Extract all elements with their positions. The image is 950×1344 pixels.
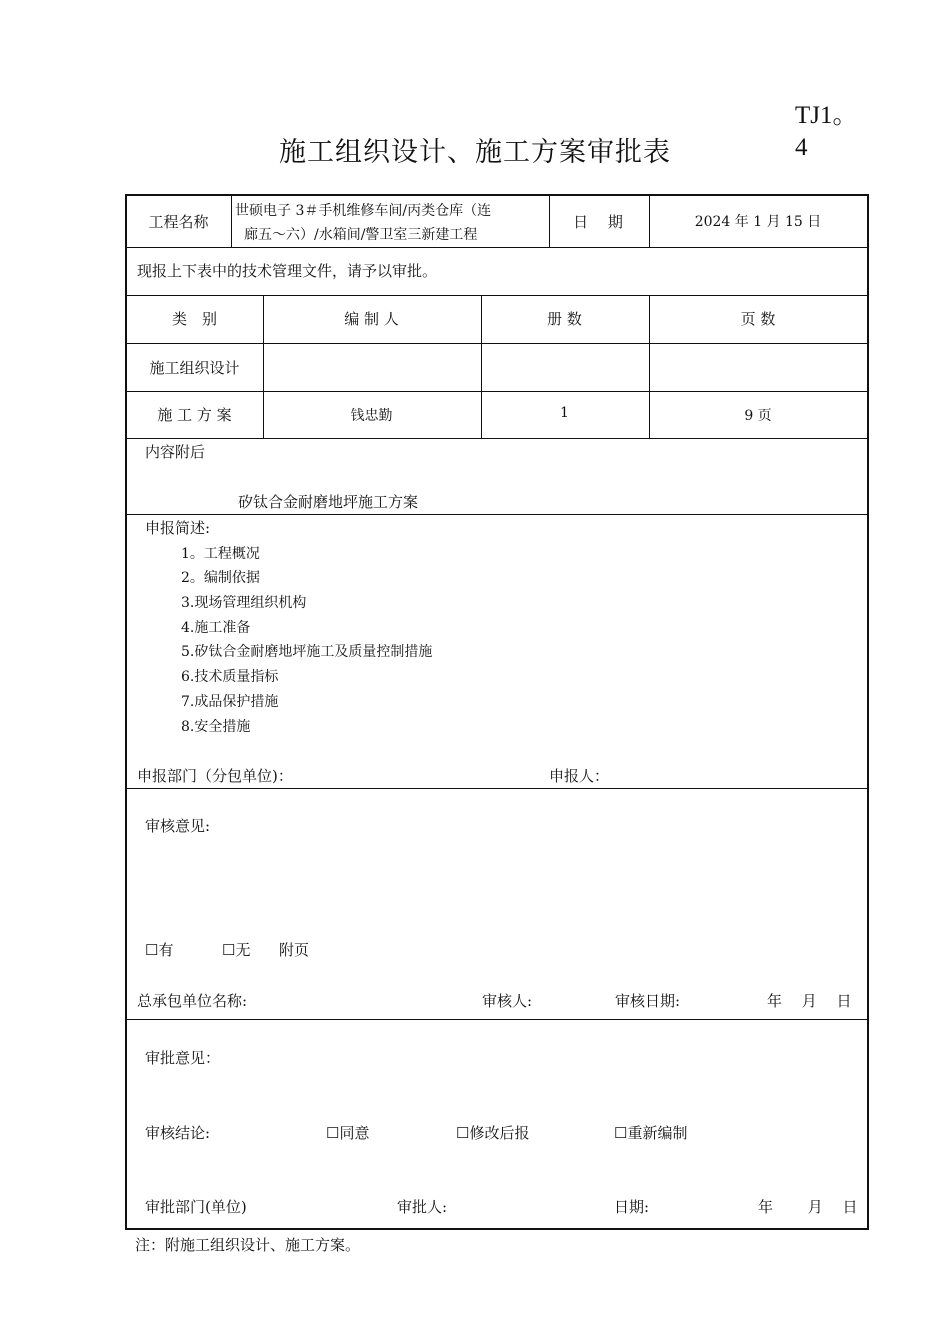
col-header-volumes: 册 数 xyxy=(547,310,582,328)
statement-item: 4.施工准备 xyxy=(181,620,251,636)
row-divider xyxy=(127,514,869,515)
row-divider xyxy=(127,788,869,789)
col-divider xyxy=(231,196,232,247)
statement-item: 5.矽钛合金耐磨地坪施工及质量控制措施 xyxy=(181,644,433,660)
approval-form-table xyxy=(125,194,869,1230)
statement-item: 3.现场管理组织机构 xyxy=(181,595,307,611)
row-category: 施工组织设计 xyxy=(149,359,240,377)
conclusion-label: 审核结论: xyxy=(145,1124,211,1142)
row-author: 钱忠勤 xyxy=(350,408,393,424)
agree-checkbox[interactable]: ☐同意 xyxy=(326,1124,370,1142)
has-attachment-checkbox[interactable]: ☐有 xyxy=(145,941,174,959)
revise-resubmit-checkbox[interactable]: ☐修改后报 xyxy=(456,1124,530,1142)
approval-opinion-label: 审批意见： xyxy=(145,1049,221,1067)
form-code-line2: 4 xyxy=(795,134,808,161)
row-divider xyxy=(127,1019,869,1020)
no-attachment-checkbox[interactable]: ☐无 xyxy=(222,941,251,959)
approval-date-ymd: 年 月 日 xyxy=(758,1198,858,1216)
row-divider xyxy=(127,438,869,439)
approving-dept-label: 审批部门(单位) xyxy=(145,1198,247,1216)
footnote: 注：附施工组织设计、施工方案。 xyxy=(135,1236,361,1254)
project-name-line2: 廊五～六）/水箱间/警卫室三新建工程 xyxy=(244,227,478,243)
statement-item: 7.成品保护措施 xyxy=(181,694,279,710)
project-name-label: 工程名称 xyxy=(148,213,209,231)
request-text: 现报上下表中的技术管理文件，请予以审批。 xyxy=(137,262,438,280)
page-title: 施工组织设计、施工方案审批表 xyxy=(279,137,671,168)
col-header-pages: 页 数 xyxy=(740,310,776,328)
statement-label: 申报简述: xyxy=(145,519,211,537)
statement-item: 8.安全措施 xyxy=(181,719,251,735)
row-divider xyxy=(127,343,869,344)
date-value: 2024 年 1 月 15 日 xyxy=(694,214,822,230)
recompile-checkbox[interactable]: ☐重新编制 xyxy=(614,1124,688,1142)
row-pages: 9 页 xyxy=(744,408,772,424)
approver-label: 审批人: xyxy=(397,1198,448,1216)
approval-date-label: 日期: xyxy=(614,1198,650,1216)
col-header-category: 类 别 xyxy=(171,310,217,328)
statement-item: 1。工程概况 xyxy=(181,546,260,562)
row-volumes: 1 xyxy=(560,405,569,421)
statement-item: 2。编制依据 xyxy=(181,570,260,586)
row-divider xyxy=(127,295,869,296)
form-code xyxy=(795,100,858,164)
attachment-label: 附页 xyxy=(279,941,310,959)
reviewer-label: 审核人: xyxy=(482,992,533,1010)
statement-item: 6.技术质量指标 xyxy=(181,669,279,685)
col-header-author: 编 制 人 xyxy=(344,310,399,328)
general-contractor-label: 总承包单位名称: xyxy=(137,992,248,1010)
review-date-label: 审核日期: xyxy=(615,992,681,1010)
review-opinion-label: 审核意见: xyxy=(145,817,211,835)
content-label: 内容附后 xyxy=(145,443,206,461)
row-divider xyxy=(127,247,869,248)
applying-dept-label: 申报部门（分包单位)： xyxy=(137,767,293,785)
row-category: 施 工 方 案 xyxy=(157,406,232,424)
project-name-line1: 世硕电子 3＃手机维修车间/丙类仓库（连 xyxy=(235,203,492,219)
applicant-label: 申报人： xyxy=(549,767,610,785)
form-code-line1: TJ1。 xyxy=(795,102,858,129)
date-label: 日 期 xyxy=(573,213,623,231)
row-divider xyxy=(127,391,869,392)
review-date-ymd: 年 月 日 xyxy=(767,992,852,1010)
plan-title: 矽钛合金耐磨地坪施工方案 xyxy=(238,493,419,511)
